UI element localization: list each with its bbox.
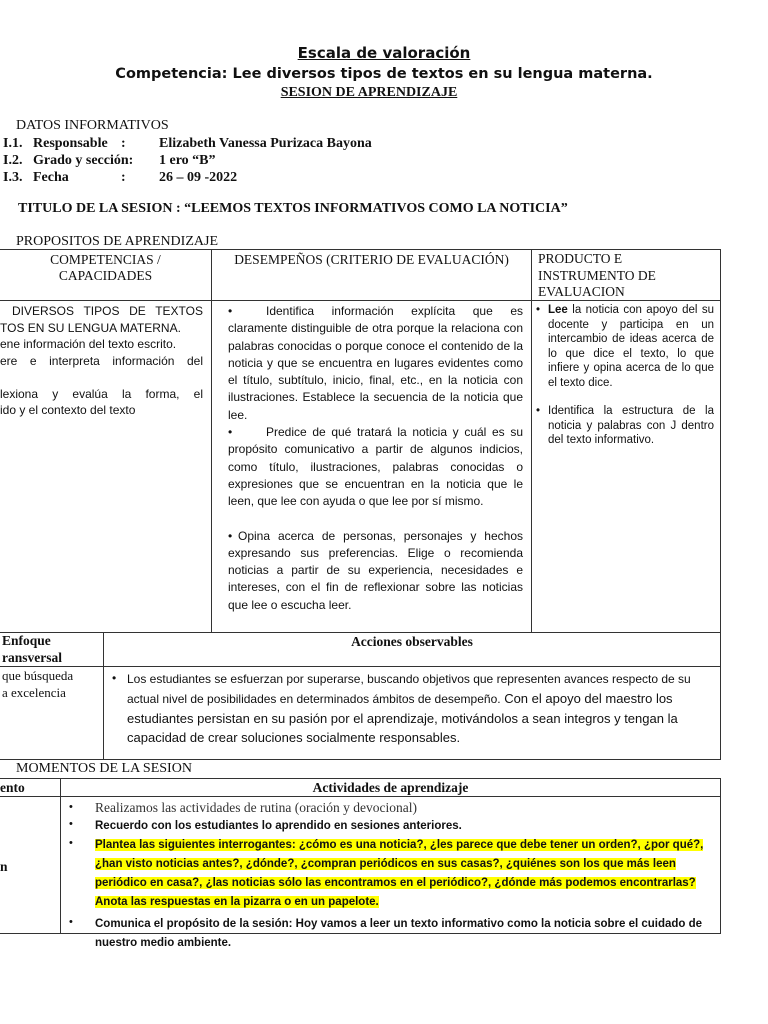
datos-value: Elizabeth Vanessa Purizaca Bayona [159, 136, 372, 151]
session-title: TITULO DE LA SESION : “LEEMOS TEXTOS INFORMATIVOS COMO LA NOTICIA” [18, 201, 568, 216]
col-header-actividades: Actividades de aprendizaje [60, 778, 721, 797]
competencia-line: lexiona y evalúa la forma, el [0, 386, 203, 401]
enfoque-name: que búsqueda a excelencia [0, 666, 104, 760]
datos-row-2: I.2. Grado y sección: 1 ero “B” [3, 153, 216, 168]
col-header-acciones: Acciones observables [103, 632, 721, 667]
bullet-icon: • [112, 671, 117, 685]
actividad-item: • Realizamos las actividades de rutina (oración y devocional) [69, 800, 418, 815]
bullet-icon: • [69, 818, 73, 830]
bullet-icon: • [228, 425, 233, 440]
producto-item: • Lee la noticia con apoyo del su docente y participa en un intercambio de ideas acerca de lo que dice el texto, lo que infiere y opina acerca de lo que el texto dice. [536, 304, 714, 389]
momento-label: n [0, 796, 61, 934]
competencia-line [0, 369, 203, 386]
datos-label: Grado y sección: [33, 153, 134, 168]
competencias-cell [0, 300, 212, 633]
col-header-competencias: COMPETENCIAS / CAPACIDADES [0, 249, 212, 301]
competencia-title: Competencia: Lee diversos tipos de textos en su lengua materna. [115, 66, 653, 82]
actividad-item: • Comunica el propósito de la sesión: Hoy vamos a leer un texto informativo como la noticia sobre el cuidado de nuestro medio ambiente. [69, 916, 703, 949]
actividad-item: • Recuerdo con los estudiantes lo aprendido en sesiones anteriores. [69, 818, 462, 832]
bullet-icon: • [69, 801, 73, 813]
competencia-line: TOS EN SU LENGUA MATERNA. [0, 320, 181, 335]
page-title: Escala de valoración [297, 44, 471, 62]
session-subtitle: SESION DE APRENDIZAJE [280, 85, 458, 100]
col-header-producto: PRODUCTO E INSTRUMENTO DE EVALUACION [531, 249, 721, 301]
bullet-icon: • [536, 405, 541, 417]
col-header-enfoque: Enfoque ransversal [0, 632, 104, 667]
competencia-line: ere e interpreta información del [0, 353, 203, 368]
datos-heading: DATOS INFORMATIVOS [16, 118, 169, 133]
col-header-momento: ento [0, 778, 61, 797]
bullet-icon: • [69, 916, 73, 928]
col-header-desempenos: DESEMPEÑOS (CRITERIO DE EVALUACIÓN) [211, 249, 532, 301]
datos-label: Fecha [33, 170, 69, 185]
actividades-cell [60, 796, 721, 949]
acciones-cell [103, 666, 721, 760]
datos-row-3: I.3. Fecha : 26 – 09 -2022 [3, 170, 238, 185]
bullet-icon: • [536, 304, 541, 316]
producto-item: • Identifica la estructura de la noticia y palabras con J dentro del texto informativo. [536, 405, 714, 446]
bullet-icon: • [228, 528, 233, 543]
desempeno-item: • Opina acerca de personas, personajes y hechos expresando sus preferencias. Elige o recomienda noticias a partir de su experiencia, necesidades e intereses, con el fin de reflexionar sobre las noticias que lee o escucha leer. [228, 528, 523, 612]
actividad-item: • Plantea las siguientes interrogantes: ¿cómo es una noticia?, ¿les parece que debe tener un orden?, ¿por qué?, ¿han visto noticias antes?, ¿dónde?, ¿compran periódicos en sus casas?, ¿quiénes son los que más leen periódico en casa?, ¿las noticias sólo las encontramos en el periódico?, ¿dónde más podemos encontrarlas? Anota las respuestas en la pizarra o en un papelote. [69, 837, 704, 908]
producto-cell [531, 300, 721, 633]
datos-value: 26 – 09 -2022 [159, 170, 238, 185]
datos-label: Responsable [33, 136, 108, 151]
accion-item: • Los estudiantes se esfuerzan por superarse, buscando objetivos que representen avances respecto de su actual nivel de posibilidades en determinados ámbitos de desempeño. Con el apoyo del maestro los estudiantes persistan en su pasión por el aprendizaje, motivándolos a sean integros y tengan la capacidad de crear soluciones socialmente responsables. [112, 671, 691, 745]
desempenos-cell [211, 300, 532, 633]
competencia-line: ido y el contexto del texto [0, 403, 136, 417]
datos-value: 1 ero “B” [159, 153, 216, 168]
propositos-heading: PROPOSITOS DE APRENDIZAJE [16, 234, 218, 249]
desempeno-item: • Predice de qué tratará la noticia y cuál es su propósito comunicativo a partir de algunos indicios, como título, ilustraciones, palabras conocidas o expresiones que se encuentran en la noticia que le leen, que lee con ayuda o que lee por sí mismo. [228, 425, 523, 509]
momentos-heading: MOMENTOS DE LA SESION [16, 761, 192, 776]
competencia-line: DIVERSOS TIPOS DE TEXTOS [12, 304, 203, 318]
desempeno-item: • Identifica información explícita que es claramente distinguible de otra porque la relaciona con palabras conocidas o porque conoce el contenido de la noticia y que se encuentra en lugares evidentes como el título, subtítulo, inicio, final, etc., en la noticia con ilustraciones. Establece la secuencia de la noticia que lee. [228, 304, 523, 422]
datos-row-1: I.1. Responsable : Elizabeth Vanessa Purizaca Bayona [3, 136, 372, 151]
competencia-line: ene información del texto escrito. [0, 337, 177, 351]
bullet-icon: • [228, 304, 233, 318]
bullet-icon: • [69, 837, 73, 849]
